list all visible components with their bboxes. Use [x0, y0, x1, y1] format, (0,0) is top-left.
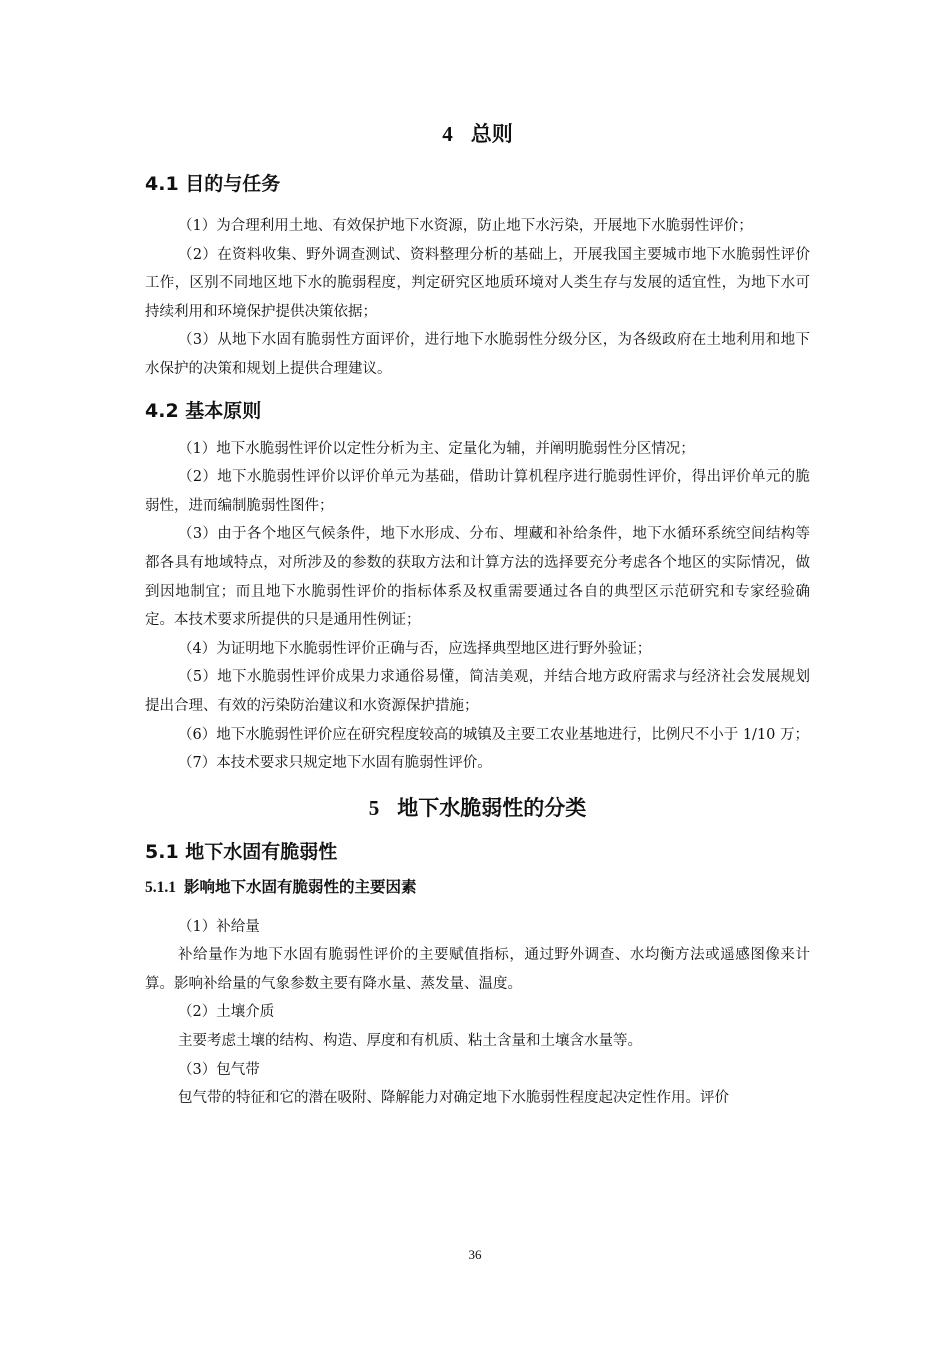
section-4-1-heading: 4.1 目的与任务: [145, 173, 281, 195]
section-4-2-paragraph: （2）地下水脆弱性评价以评价单元为基础，借助计算机程序进行脆弱性评价，得出评价单元的脆弱性，进而编制脆弱性图件；: [145, 469, 810, 514]
section-4-2-paragraph: （6）地下水脆弱性评价应在研究程度较高的城镇及主要工农业基地进行，比例尺不小于 1/10 万；: [178, 726, 810, 743]
page-content: [145, 118, 810, 1113]
section-5-1-1-item-heading: （2）土壤介质: [178, 1004, 275, 1021]
section-4-2-paragraph: （5）地下水脆弱性评价成果力求通俗易懂，简洁美观，并结合地方政府需求与经济社会发展规划提出合理、有效的污染防治建议和水资源保护措施；: [145, 669, 810, 714]
chapter-5-number: 5: [368, 795, 380, 820]
section-5-1-1-paragraph: 包气带的特征和它的潜在吸附、降解能力对确定地下水脆弱性程度起决定性作用。评价: [178, 1090, 729, 1107]
section-4-2-paragraph: （3）由于各个地区气候条件，地下水形成、分布、埋藏和补给条件，地下水循环系统空间结构等都各具有地域特点，对所涉及的参数的获取方法和计算方法的选择要充分考虑各个地区的实际情况，做到因地制宜；而且地下水脆弱性评价的指标体系及权重需要通过各自的典型区示范研究和专家经验确定。本技术要求所提供的只是通用性例证；: [145, 526, 810, 629]
chapter-4-number: 4: [442, 122, 453, 146]
section-5-1-1-title: 影响地下水固有脆弱性的主要因素: [184, 877, 417, 896]
section-4-2-paragraph: （7）本技术要求只规定地下水固有脆弱性评价。: [178, 755, 492, 772]
section-5-1-1-paragraph: 主要考虑土壤的结构、构造、厚度和有机质、粘土含量和土壤含水量等。: [178, 1033, 642, 1050]
section-4-1-paragraph: （2）在资料收集、野外调查测试、资料整理分析的基础上，开展我国主要城市地下水脆弱性评价工作，区别不同地区地下水的脆弱程度，判定研究区地质环境对人类生存与发展的适宜性，为地下水可持续利用和环境保护提供决策依据；: [145, 246, 810, 320]
section-4-1-paragraph: （3）从地下水固有脆弱性方面评价，进行地下水脆弱性分级分区，为各级政府在土地利用和地下水保护的决策和规划上提供合理建议。: [145, 332, 810, 377]
section-4-2-paragraph: （1）地下水脆弱性评价以定性分析为主、定量化为辅，并阐明脆弱性分区情况；: [178, 440, 695, 457]
section-4-2-paragraph: （4）为证明地下水脆弱性评价正确与否，应选择典型地区进行野外验证；: [178, 640, 652, 657]
section-5-1-1-heading: [145, 874, 810, 901]
chapter-5-heading: [145, 792, 810, 824]
chapter-4-heading: [145, 118, 810, 150]
section-5-1-1-item-heading: （1）补给量: [178, 918, 260, 935]
chapter-5-title: 地下水脆弱性的分类: [397, 795, 587, 820]
section-5-1-1-paragraph: 补给量作为地下水固有脆弱性评价的主要赋值指标，通过野外调查、水均衡方法或遥感图像来计算。影响补给量的气象参数主要有降水量、蒸发量、温度。: [145, 947, 810, 992]
page-number: 36: [468, 1247, 482, 1262]
chapter-4-title: 总则: [470, 122, 513, 146]
section-4-1-paragraph: （1）为合理利用土地、有效保护地下水资源，防止地下水污染，开展地下水脆弱性评价；: [178, 218, 753, 234]
section-5-1-heading: 5.1 地下水固有脆弱性: [145, 840, 338, 863]
section-5-1-1-number: 5.1.1: [145, 878, 176, 896]
section-4-2-heading: 4.2 基本原则: [145, 399, 262, 422]
section-5-1-1-item-heading: （3）包气带: [178, 1061, 260, 1078]
